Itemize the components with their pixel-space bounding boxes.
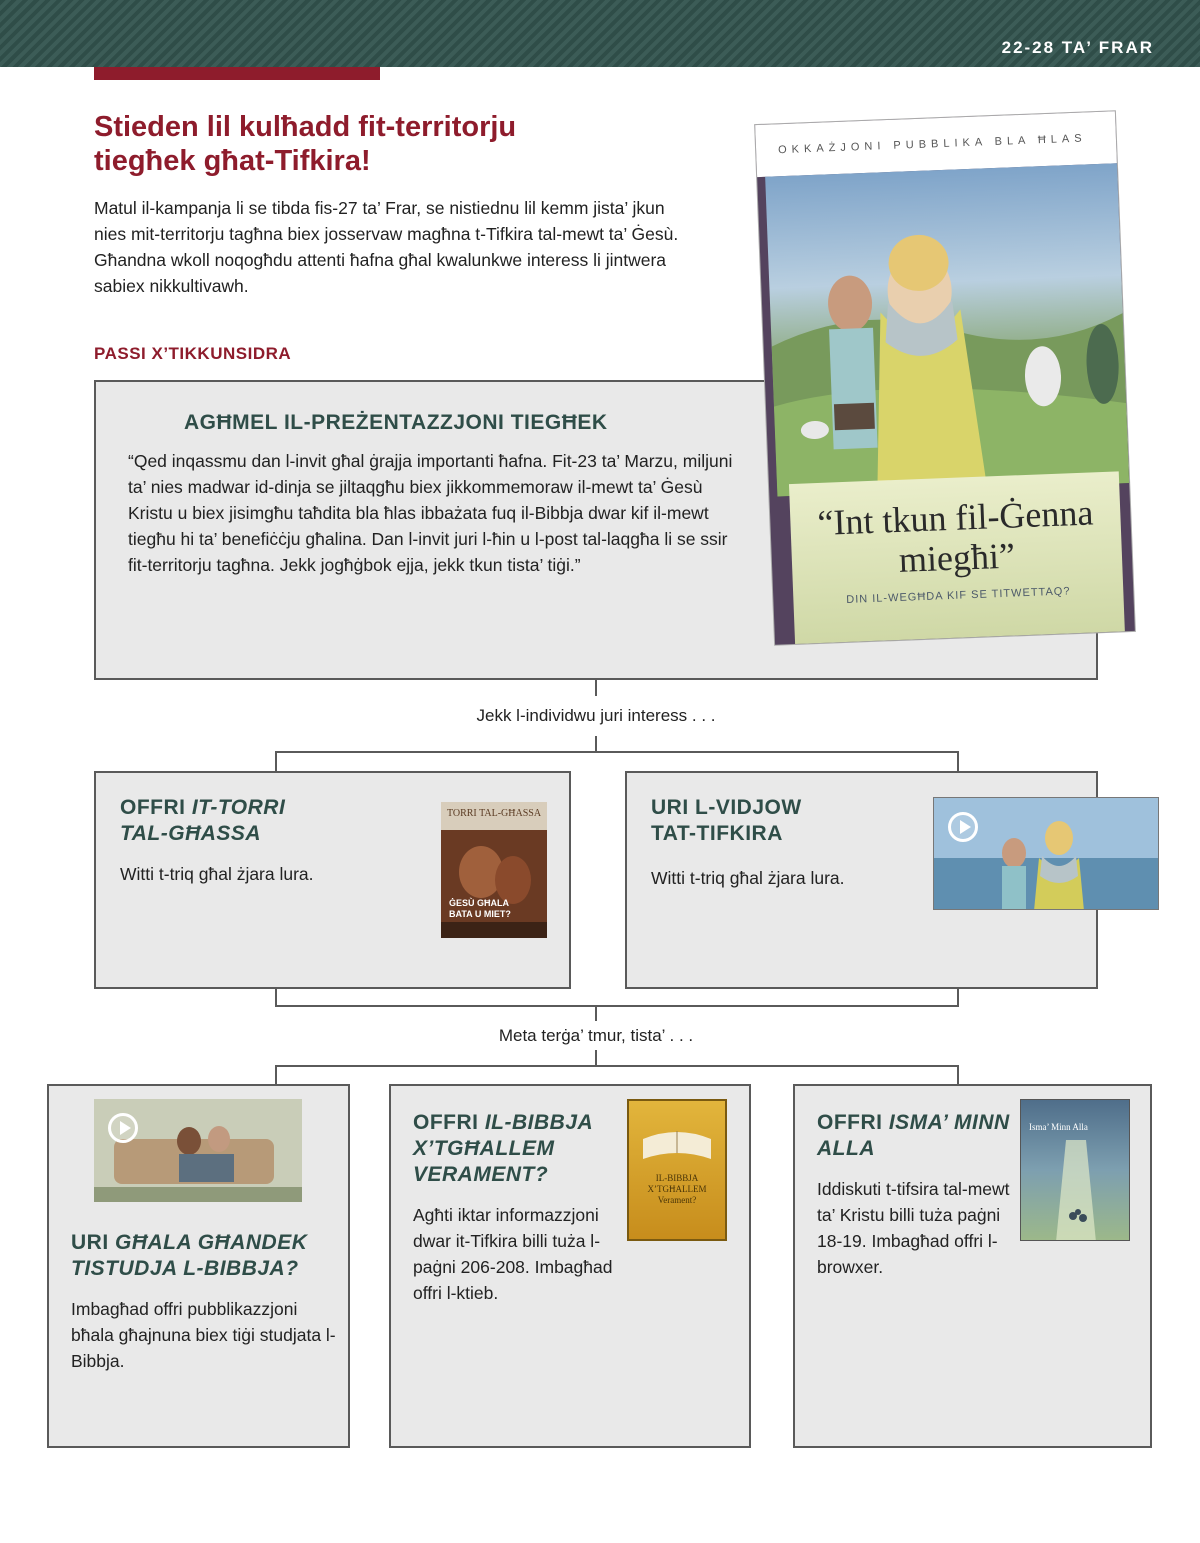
connector-line (957, 751, 959, 771)
card-title: URI GĦALA GĦANDEK TISTUDJA L-BIBBJA? (71, 1231, 308, 1280)
card-body: Witti t-triq għal żjara lura. (651, 868, 845, 888)
cover-kicker: OKKAŻJONI PUBBLIKA BLA ĦLAS (777, 132, 1087, 157)
section-label: PASSI X’TIKKUNSIDRA (94, 344, 292, 363)
connector-line (957, 1065, 959, 1084)
invitation-cover-image (755, 111, 1135, 644)
book-title: IL-BIBBJA X’TGĦALLEM Verament? (647, 1173, 707, 1205)
play-icon[interactable] (948, 812, 978, 842)
connector-line (275, 1065, 959, 1067)
connector-line (275, 751, 277, 771)
study-bible-video-thumbnail[interactable] (94, 1099, 302, 1202)
connector-line (595, 736, 597, 752)
cover-title: “Int tkun fil-Ġenna miegħi” (816, 492, 1094, 580)
intro-paragraph: Matul il-kampanja li se tibda fis-27 ta’ Frar, se nistiednu lil kemm jista’ jkun nies mit-territorju tagħna biex josservaw magħna t-Tifkira tal-mewt ta’ Ġesù. Għandna wkoll noqogħdu attenti ħafna għal kwalunkwe interess li jintwera sabiex nikkultivawh. (94, 198, 679, 296)
magazine-title: TORRI TAL-GĦASSA (446, 808, 542, 819)
play-icon[interactable] (108, 1113, 138, 1143)
card-title: OFFRI ISMA’ MINN ALLA (817, 1111, 1010, 1160)
connector-line (275, 751, 959, 753)
presentation-title: AGĦMEL IL-PREŻENTAZZJONI TIEGĦEK (184, 411, 608, 434)
connector-caption-2: Meta terġa’ tmur, tista’ . . . (396, 1026, 796, 1046)
card-title: URI L-VIDJOW TAT-TIFKIRA (651, 796, 802, 845)
week-label: 22-28 TA’ FRAR (1001, 38, 1154, 57)
connector-line (275, 989, 277, 1006)
connector-line (957, 989, 959, 1006)
card-body: Witti t-triq għal żjara lura. (120, 864, 314, 884)
connector-caption-1: Jekk l-individwu juri interess . . . (396, 706, 796, 726)
card-title: OFFRI IL-BIBBJA X’TGĦALLEM VERAMENT? (413, 1111, 594, 1186)
listen-to-god-brochure-thumbnail (1020, 1099, 1130, 1241)
paradise-photo (765, 163, 1129, 496)
brochure-title: Isma’ Minn Alla (1029, 1122, 1088, 1132)
connector-line (595, 1005, 597, 1021)
cover-subtitle: DIN IL-WEGĦDA KIF SE TITWETTAQ? (846, 585, 1071, 606)
memorial-video-thumbnail[interactable] (933, 797, 1159, 910)
bible-teach-book-thumbnail (627, 1099, 727, 1241)
page-title: Stieden lil kulħadd fit-territorju tiegħek għat-Tifkira! (94, 111, 517, 177)
presentation-quote: “Qed inqassmu dan l-invit għal ġrajja importanti ħafna. Fit-23 ta’ Marzu, miljuni ta’ nies madwar id-dinja se jiltaqgħu biex jikkommemoraw il-mewt ta’ Ġesù Kristu u biex jisimgħu taħdita bla ħlas ibbażata fuq il-Bibbja dwar kif il-mewt tiegħu hi ta’ benefiċċju għalina. Dan l-invit juri l-ħin u l-post tal-laqgħa li se ssir fit-territorju tagħna. Jekk jogħġbok ejja, jekk tkun tista’ tiġi.” (128, 451, 733, 575)
card-body: Agħti iktar informazzjoni dwar it-Tifkira billi tuża l-paġni 206-208. Imbagħad offri l-ktieb. (413, 1205, 613, 1303)
card-body: Imbagħad offri pubblikazzjoni bħala għajnuna biex tiġi studjata l-Bibbja. (71, 1299, 336, 1371)
connector-line (275, 1065, 277, 1084)
connector-line (595, 680, 597, 696)
connector-line (275, 1005, 959, 1007)
connector-line (595, 1050, 597, 1066)
card-body: Iddiskuti t-tifsira tal-mewt ta’ Kristu billi tuża paġni 18-19. Imbagħad offri l-browxer. (817, 1179, 1010, 1277)
accent-bar (94, 67, 380, 80)
magazine-headline: ĠESÙ GĦALA BATA U MIET? (449, 898, 511, 919)
card-title: OFFRI IT-TORRI TAL-GĦASSA (120, 796, 286, 845)
watchtower-thumbnail (441, 802, 547, 938)
